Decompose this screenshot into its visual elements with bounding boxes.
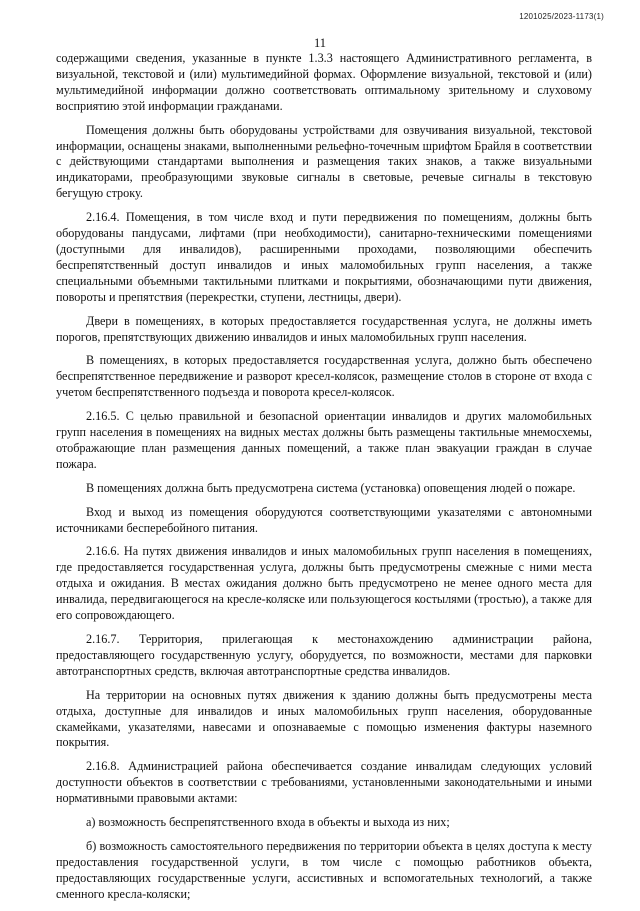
paragraph-fire-alarm: В помещениях должна быть предусмотрена система (установка) оповещения людей о пожаре. <box>86 480 576 495</box>
paragraph-exit-signs: Вход и выход из помещения оборудуются соответствующими указателями с автономными источниками бесперебойного питания. <box>56 504 592 535</box>
paragraph-wheelchair-movement: В помещениях, в которых предоставляется государственная услуга, должно быть обеспечено беспрепятственное передвижение и разворот кресел-колясок, размещение столов в стороне от входа с учетом беспрепятственного подъезда и поворота кресел-колясок. <box>56 353 592 400</box>
paragraph-2-16-6: 2.16.6. На путях движения инвалидов и иных маломобильных групп населения в помещениях, где предоставляется государственная услуга, должны быть предусмотрены смежные с ними места отдыха и ожидания. В местах ожидания должно быть предусмотрено не менее одного места для инвалида, передвигающегося на кресле-коляске или пользующегося костылями (тростью), а также для его сопровождающего. <box>56 544 592 623</box>
list-item-b: б) возможность самостоятельного передвижения по территории объекта в целях доступа к месту предоставления государственной услуги, в том числе с помощью работников объекта, предоставляющих государственные услуги, ассистивных и вспомогательных технологий, а также сменного кресла-коляски; <box>56 838 592 901</box>
paragraph-2-16-8: 2.16.8. Администрацией района обеспечивается создание инвалидам следующих условий доступности объектов в соответствии с требованиями, установленными законодательными и иными нормативными правовыми актами: <box>56 759 592 806</box>
paragraph-continuation: содержащими сведения, указанные в пункте 1.3.3 настоящего Административного регламента, в визуальной, текстовой и (или) мультимедийной формах. Оформление визуальной, текстовой и (или) мультимедийной информации должно соответствовать оптимальному зрительному и слуховому восприятию этой информации гражданами. <box>56 51 592 113</box>
paragraph-braille-equipment: Помещения должны быть оборудованы устройствами для озвучивания визуальной, текстовой информации, оснащены знаками, выполненными рельефно-точечным шрифтом Брайля в соответствии с действующими стандартами выполнения и размещения таких знаков, а также визуальными индикаторами, преобразующими звуковые сигналы в световые, речевые сигналы в текстовую бегущую строку. <box>56 122 592 201</box>
document-body <box>56 51 592 911</box>
paragraph-doors: Двери в помещениях, в которых предоставляется государственная услуга, не должны иметь порогов, препятствующих движению инвалидов и иных маломобильных групп населения. <box>56 313 592 344</box>
page-number: 11 <box>313 36 327 50</box>
document-id: 1201025/2023-1173(1) <box>519 12 604 21</box>
paragraph-2-16-7: 2.16.7. Территория, прилегающая к местонахождению администрации района, предоставляющего государственную услугу, оборудуется, по возможности, местами для парковки автотранспортных средств, включая автотранспортные средства инвалидов. <box>56 632 592 678</box>
paragraph-rest-areas: На территории на основных путях движения к зданию должны быть предусмотрены места отдыха, доступные для инвалидов и иных маломобильных групп населения, оборудованные скамейками, указателями, навесами и опознаваемые с помощью изменения фактуры наземного покрытия. <box>56 687 592 750</box>
paragraph-2-16-4: 2.16.4. Помещения, в том числе вход и пути передвижения по помещениям, должны быть оборудованы пандусами, лифтами (при необходимости), санитарно-техническими помещениями (доступными для инвалидов), расширенными проходами, позволяющими обеспечить беспрепятственный доступ инвалидов и иных маломобильных групп населения, а также специальными объемными тактильными плитками и покрытиями, обозначающими пути движения, повороты и препятствия (перекрестки, ступени, лестницы, двери). <box>56 210 592 304</box>
paragraph-2-16-5: 2.16.5. С целью правильной и безопасной ориентации инвалидов и других маломобильных групп населения в помещениях на видных местах должны быть размещены тактильные мнемосхемы, отображающие план размещения данных помещений, а также план эвакуации граждан в случае пожара. <box>56 409 592 471</box>
list-item-a: а) возможность беспрепятственного входа в объекты и выхода из них; <box>86 815 450 830</box>
